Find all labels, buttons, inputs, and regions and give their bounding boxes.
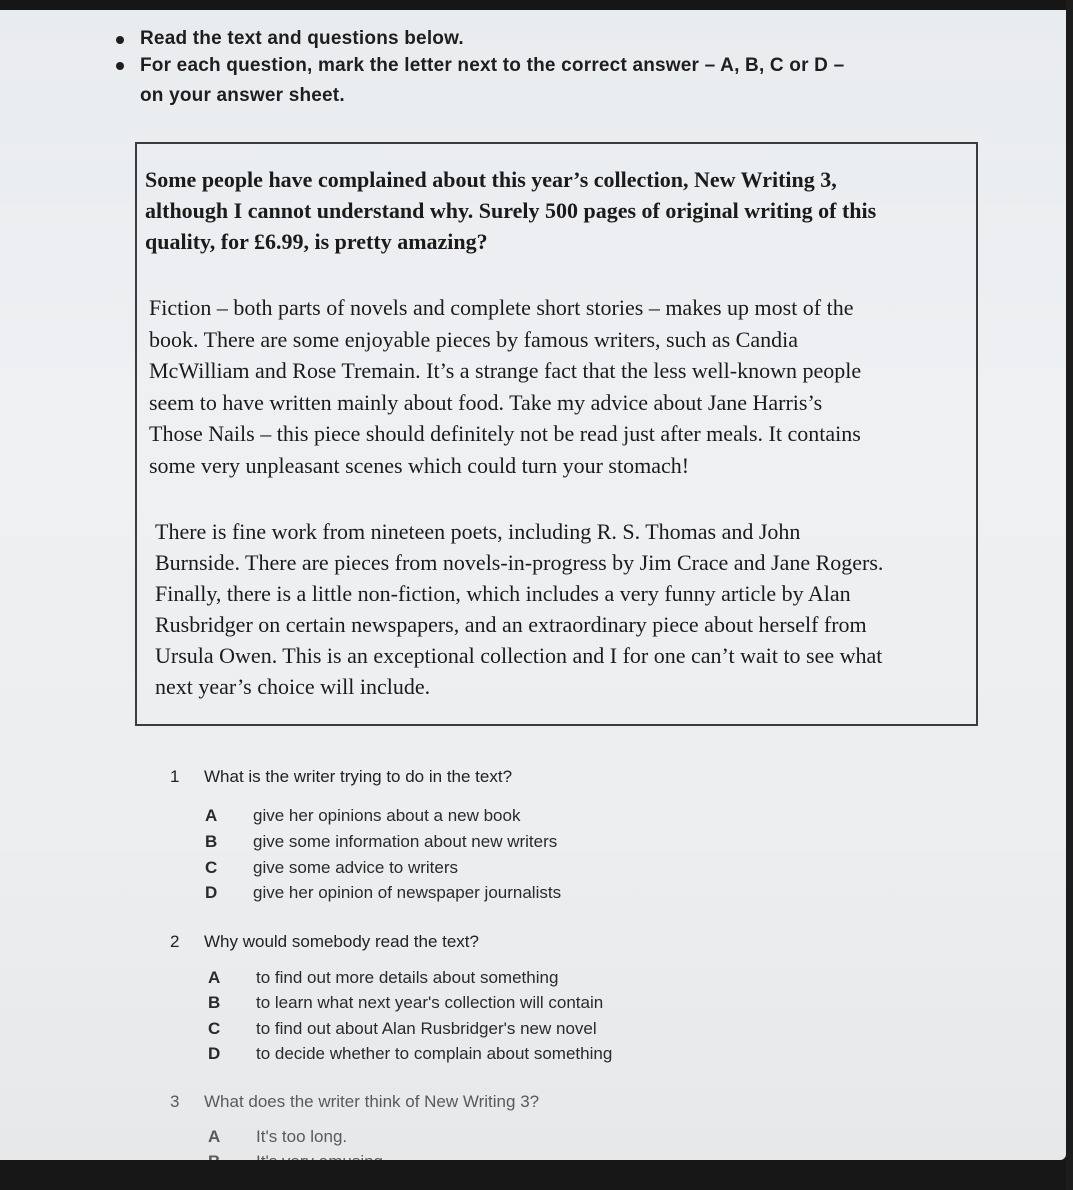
option-text: to decide whether to complain about something (256, 1044, 613, 1063)
passage-paragraph-3 (155, 516, 883, 702)
passage-line: some very unpleasant scenes which could turn your stomach! (149, 452, 690, 478)
reading-passage-box (135, 142, 978, 726)
passage-line: Those Nails – this piece should definitely not be read just after meals. It contains (149, 421, 861, 446)
option-letter: C (205, 858, 218, 877)
option-3b[interactable] (208, 1152, 428, 1160)
option-letter: C (208, 1019, 221, 1038)
option-text: to find out more details about something (256, 968, 559, 987)
question-number: 1 (170, 767, 180, 786)
passage-paragraph-2 (149, 292, 861, 481)
bottom-dark-edge (0, 1160, 1073, 1190)
option-text: give her opinion of newspaper journalists (253, 883, 562, 902)
option-letter: A (208, 968, 221, 987)
passage-line: McWilliam and Rose Tremain. It’s a strange fact that the less well-known people (149, 358, 862, 383)
question-number: 2 (170, 932, 180, 951)
option-text: give some advice to writers (253, 858, 459, 877)
passage-line: Some people have complained about this year’s collection, New Writing 3, (145, 167, 837, 192)
option-letter: B (208, 993, 221, 1012)
passage-line: There is fine work from nineteen poets, including R. S. Thomas and John (155, 519, 801, 544)
passage-line: Burnside. There are pieces from novels-in-progress by Jim Crace and Jane Rogers. (155, 550, 884, 575)
instruction-line-1: Read the text and questions below. (140, 28, 464, 49)
question-text: What does the writer think of New Writing 3? (204, 1092, 540, 1111)
option-letter: A (205, 806, 218, 825)
bullet-icon (116, 62, 124, 70)
passage-line: Rusbridger on certain newspapers, and an extraordinary piece about herself from (155, 612, 867, 637)
document-page (0, 10, 1066, 1160)
option-text: It's too long. (256, 1127, 348, 1146)
option-letter: D (208, 1044, 221, 1063)
option-text: give some information about new writers (253, 832, 558, 851)
passage-line: quality, for £6.99, is pretty amazing? (145, 229, 488, 254)
option-text: to find out about Alan Rusbridger's new novel (256, 1019, 597, 1038)
instruction-line-3: on your answer sheet. (140, 85, 345, 106)
passage-line: although I cannot understand why. Surely 500 pages of original writing of this (145, 198, 877, 223)
option-text: to learn what next year's collection will contain (256, 993, 604, 1012)
question-text: What is the writer trying to do in the text? (204, 767, 513, 786)
passage-line: Fiction – both parts of novels and complete short stories – makes up most of the (149, 295, 854, 320)
passage-line: Ursula Owen. This is an exceptional collection and I for one can’t wait to see what (155, 643, 883, 668)
option-text: give her opinions about a new book (253, 806, 521, 825)
passage-line: book. There are some enjoyable pieces by famous writers, such as Candia (149, 326, 798, 352)
question-text: Why would somebody read the text? (204, 932, 479, 951)
option-letter: B (205, 832, 218, 851)
bullet-icon (116, 36, 124, 44)
passage-line: Finally, there is a little non-fiction, which includes a very funny article by Alan (155, 581, 851, 606)
right-dark-edge (1066, 0, 1073, 1190)
passage-line: next year’s choice will include. (155, 674, 431, 699)
instruction-line-2: For each question, mark the letter next to the correct answer – A, B, C or D – (140, 55, 845, 76)
question-number: 3 (170, 1092, 180, 1111)
passage-paragraph-1 (145, 164, 876, 257)
passage-line: seem to have written mainly about food. Take my advice about Jane Harris’s (149, 389, 823, 415)
option-letter: A (208, 1127, 221, 1146)
option-letter: D (205, 883, 218, 902)
